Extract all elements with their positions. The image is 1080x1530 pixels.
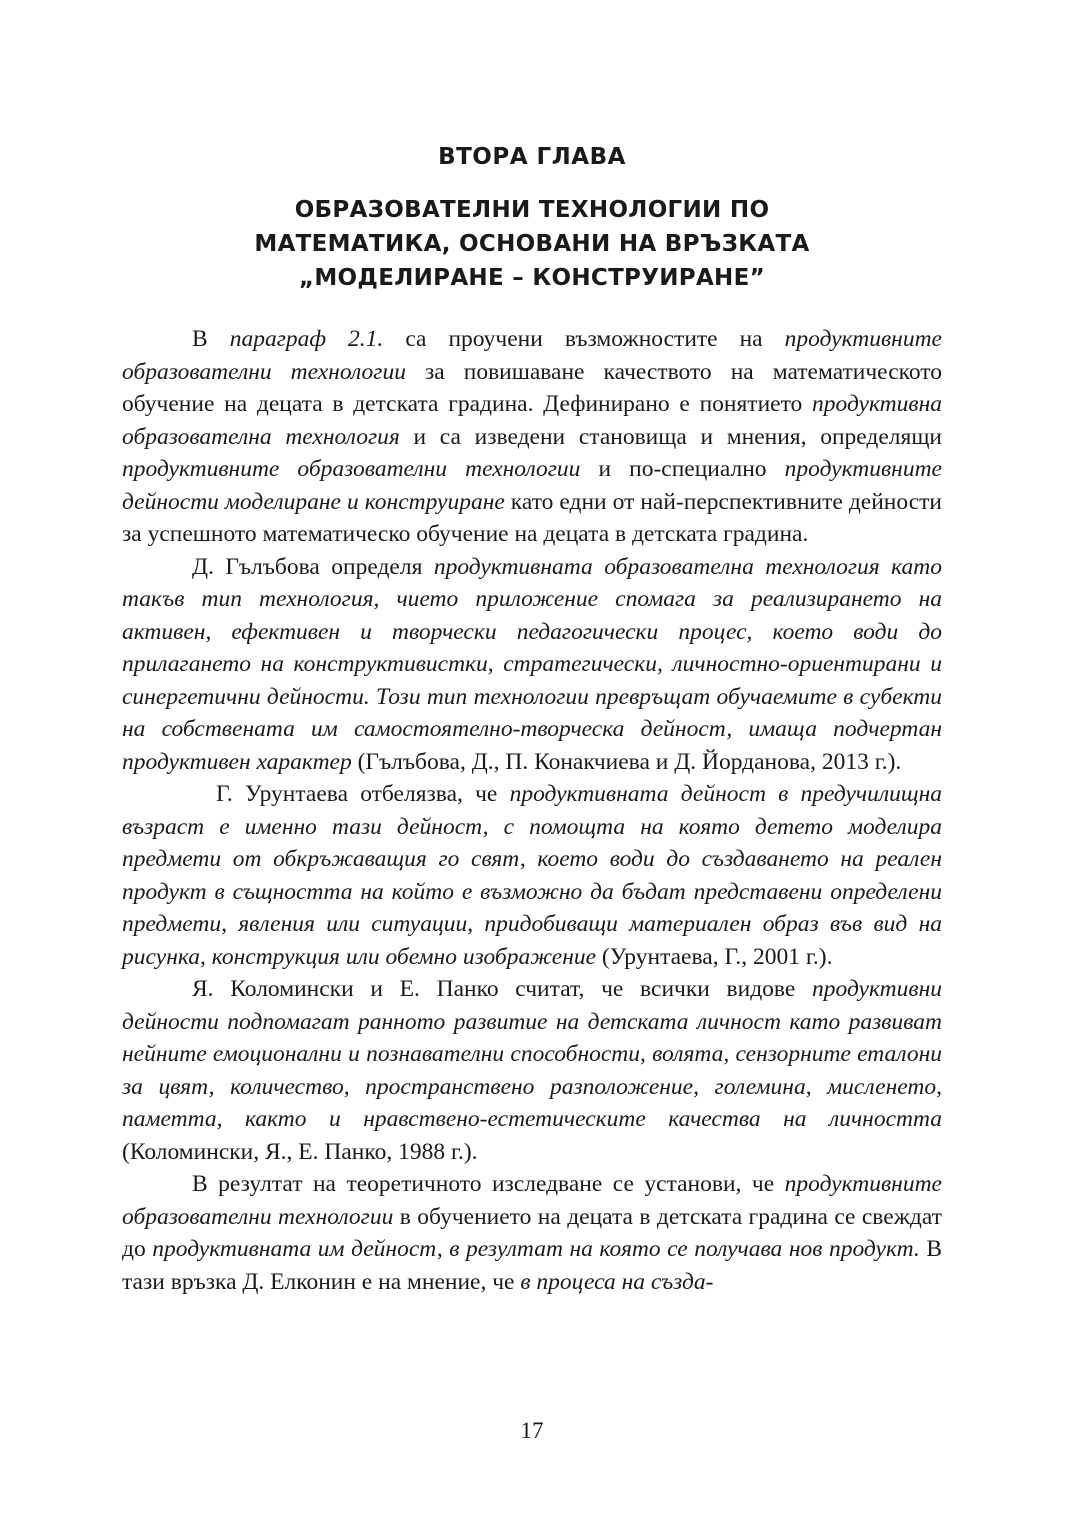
italic-text-run: продуктивни дейности подпомагат ранното развитие на детската личност като развиват нейните емоционални и познавателни способности, волята, сензорните еталони за цвят, количество, пространствено разположение, големина, мисленето, паметта, както и нравствено-естетическите качества на личността [122, 976, 942, 1132]
paragraph [122, 1168, 942, 1298]
italic-text-run: продуктивните образователни технологии [122, 326, 942, 385]
body-text [122, 323, 942, 1298]
text-run: и по-специално [580, 456, 785, 482]
text-run: за повишаване качеството на математическото обучение на децата в детската градина. Дефинирано е понятието [122, 358, 943, 417]
text-run: Я. Коломински и Е. Панко считат, че всички видове [192, 976, 813, 1002]
text-run: като едни от най-перспективните дейности за успешното математическо обучение на децата в детската градина. [122, 488, 942, 547]
italic-text-run: продуктивната образователна технология като такъв тип технология, чието приложение спомага за реализирането на активен, ефективен и творчески педагогически процес, което води до прилагането на конструктивистки, стратегически, личностно-ориентирани и синергетични дейности. Този тип технологии превръщат обучаемите в субекти на собствената им самостоятелно-творческа дейност, имаща подчертан продуктивен характер [122, 553, 942, 775]
italic-text-run: продуктивните образователни технологии [122, 1171, 942, 1230]
chapter-title-line: МАТЕМАТИКА, ОСНОВАНИ НА ВРЪЗКАТА [254, 231, 810, 257]
paragraph [122, 323, 942, 551]
text-run: (Гълъбова, Д., П. Конакчиева и Д. Йорданова, 2013 г.). [351, 748, 902, 775]
text-run: в обучението на децата в детската градина се свеждат до [122, 1203, 942, 1262]
page-number: 17 [520, 1418, 544, 1443]
paragraph [122, 778, 942, 973]
italic-text-run: параграф 2.1. [229, 326, 384, 352]
italic-text-run: продуктивната дейност в предучилищна възраст е именно тази дейност, с помощта на която детето моделира предмети от обкръжаващия го свят, което води до създаването на реален продукт в същността на който е възможно да бъдат представени определени предмети, явления или ситуации, придобиващи материален образ във вид на рисунка, конструкция или обемно изображение [122, 781, 943, 970]
paragraph [122, 973, 942, 1168]
text-run: са проучени възможностите на [383, 326, 785, 352]
italic-text-run: продуктивните дейности моделиране и конструиране [122, 456, 942, 515]
text-run: (Урунтаева, Г., 2001 г.). [596, 943, 833, 970]
text-run: (Коломински, Я., Е. Панко, 1988 г.). [122, 1138, 478, 1165]
chapter-title-line: ОБРАЗОВАТЕЛНИ ТЕХНОЛОГИИ ПО [294, 197, 770, 223]
italic-text-run: продуктивна образователна технология [122, 391, 942, 450]
document-page [122, 0, 942, 1530]
chapter-title-line: „МОДЕЛИРАНЕ – КОНСТРУИРАНЕ” [298, 265, 766, 291]
text-run: В тази връзка Д. Елконин е на мнение, че [122, 1236, 942, 1295]
text-run: Д. Гълъбова определя [192, 553, 434, 580]
italic-text-run: в процеса на създа- [520, 1268, 714, 1295]
text-run: и са изведени становища и мнения, определящи [399, 423, 942, 450]
chapter-title [122, 193, 942, 295]
text-run: В [192, 326, 230, 352]
italic-text-run: продуктивните образователни технологии [122, 456, 581, 482]
text-run: Г. Урунтаева отбелязва, че [216, 781, 510, 807]
paragraph [122, 551, 942, 779]
italic-text-run: продуктивната им дейност, в резултат на която се получава нов продукт. [152, 1236, 920, 1262]
chapter-label: ВТОРА ГЛАВА [438, 144, 626, 170]
text-run: В резултат на теоретичното изследване се установи, че [192, 1171, 785, 1197]
